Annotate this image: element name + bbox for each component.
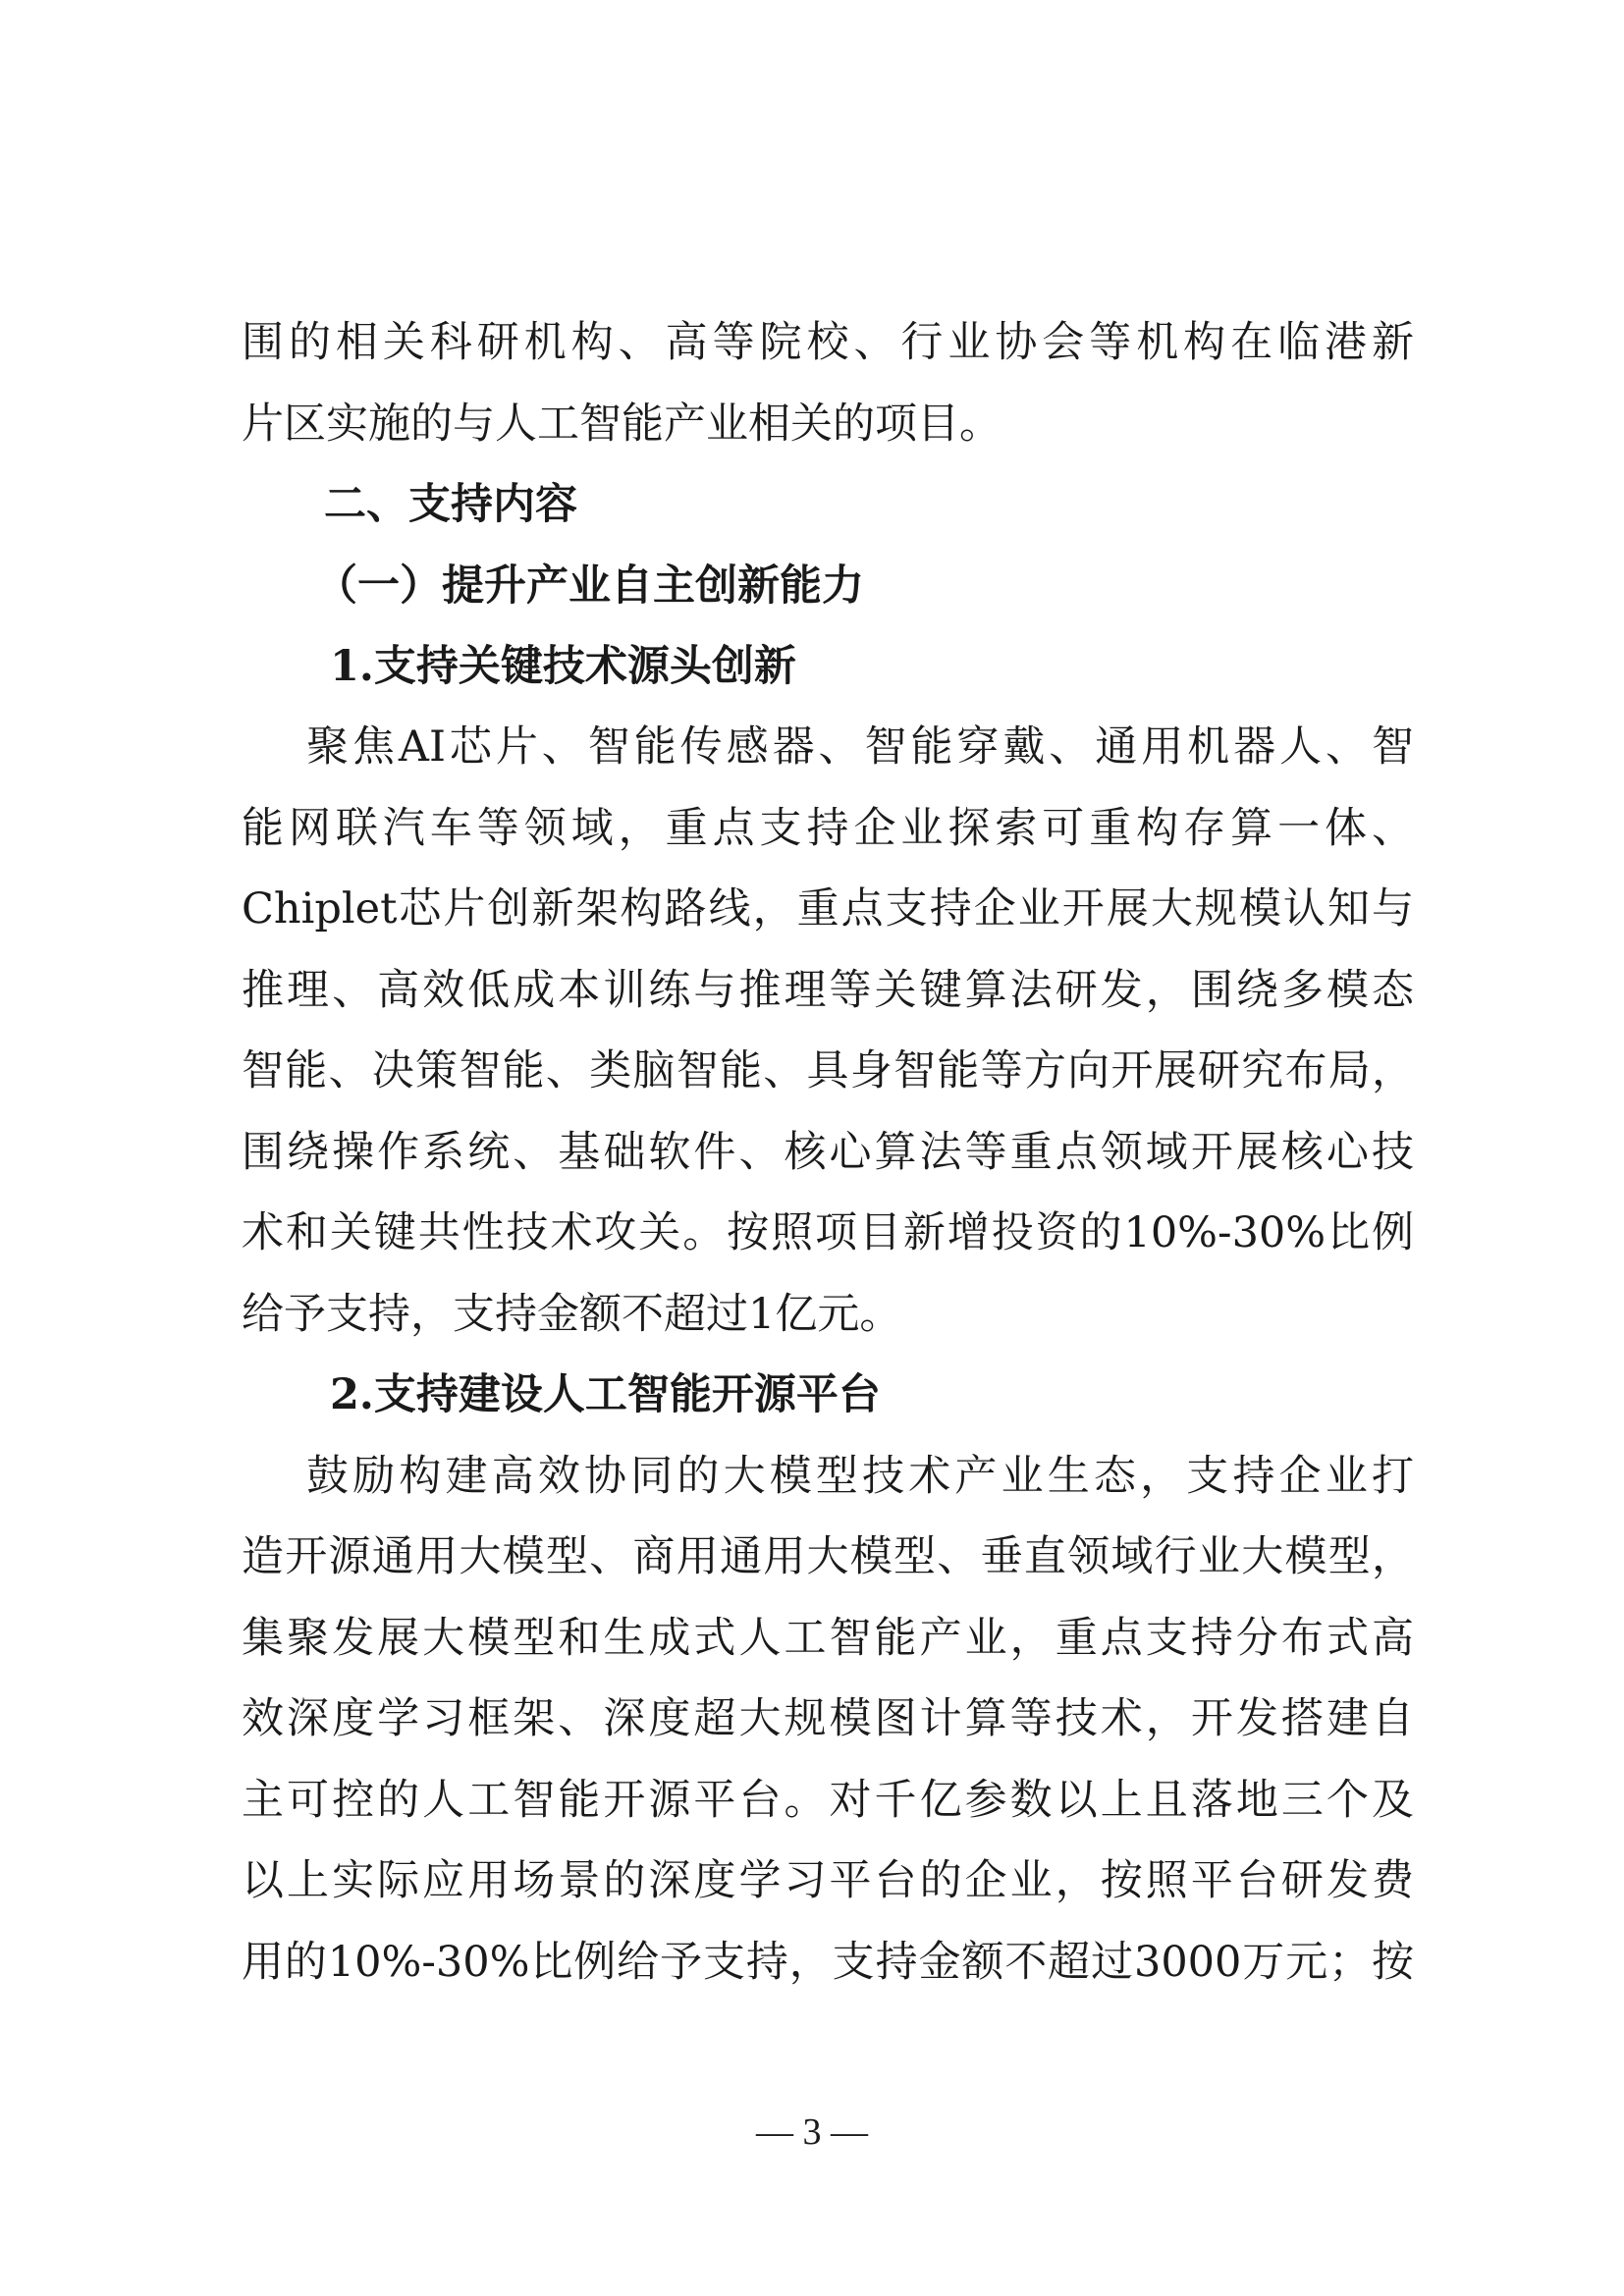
intro-line: 片区实施的与人工智能产业相关的项目。 bbox=[242, 400, 1001, 449]
paragraph-line: 给予支持，支持金额不超过1亿元。 bbox=[242, 1290, 902, 1339]
paragraph-line: 集聚发展大模型和生成式人工智能产业，重点支持分布式高 bbox=[242, 1614, 1414, 1663]
paragraph-line: 鼓励构建高效协同的大模型技术产业生态，支持企业打 bbox=[306, 1452, 1414, 1501]
paragraph-line: 术和关键共性技术攻关。按照项目新增投资的10%-30%比例 bbox=[242, 1208, 1414, 1257]
paragraph-line: 造开源通用大模型、商用通用大模型、垂直领域行业大模型， bbox=[242, 1532, 1414, 1581]
subsection-title: （一）提升产业自主创新能力 bbox=[315, 561, 864, 611]
paragraph-line: 能网联汽车等领域，重点支持企业探索可重构存算一体、 bbox=[242, 804, 1414, 853]
intro-line: 围的相关科研机构、高等院校、行业协会等机构在临港新 bbox=[242, 318, 1414, 367]
item1-title: 1.支持关键技术源头创新 bbox=[330, 642, 796, 691]
paragraph-line: 推理、高效低成本训练与推理等关键算法研发，围绕多模态 bbox=[242, 966, 1414, 1015]
paragraph-line: Chiplet芯片创新架构路线，重点支持企业开展大规模认知与 bbox=[242, 884, 1414, 934]
item2-title: 2.支持建设人工智能开源平台 bbox=[330, 1370, 881, 1419]
page-number: — 3 — bbox=[756, 2111, 868, 2153]
paragraph-line: 用的10%-30%比例给予支持，支持金额不超过3000万元；按 bbox=[242, 1938, 1414, 1987]
section-title: 二、支持内容 bbox=[324, 480, 577, 529]
paragraph-line: 主可控的人工智能开源平台。对千亿参数以上且落地三个及 bbox=[242, 1776, 1414, 1825]
paragraph-line: 效深度学习框架、深度超大规模图计算等技术，开发搭建自 bbox=[242, 1694, 1414, 1743]
paragraph-line: 以上实际应用场景的深度学习平台的企业，按照平台研发费 bbox=[242, 1856, 1414, 1905]
paragraph-line: 围绕操作系统、基础软件、核心算法等重点领域开展核心技 bbox=[242, 1128, 1414, 1177]
paragraph-line: 智能、决策智能、类脑智能、具身智能等方向开展研究布局， bbox=[242, 1046, 1414, 1095]
paragraph-line: 聚焦AI芯片、智能传感器、智能穿戴、通用机器人、智 bbox=[306, 722, 1414, 772]
